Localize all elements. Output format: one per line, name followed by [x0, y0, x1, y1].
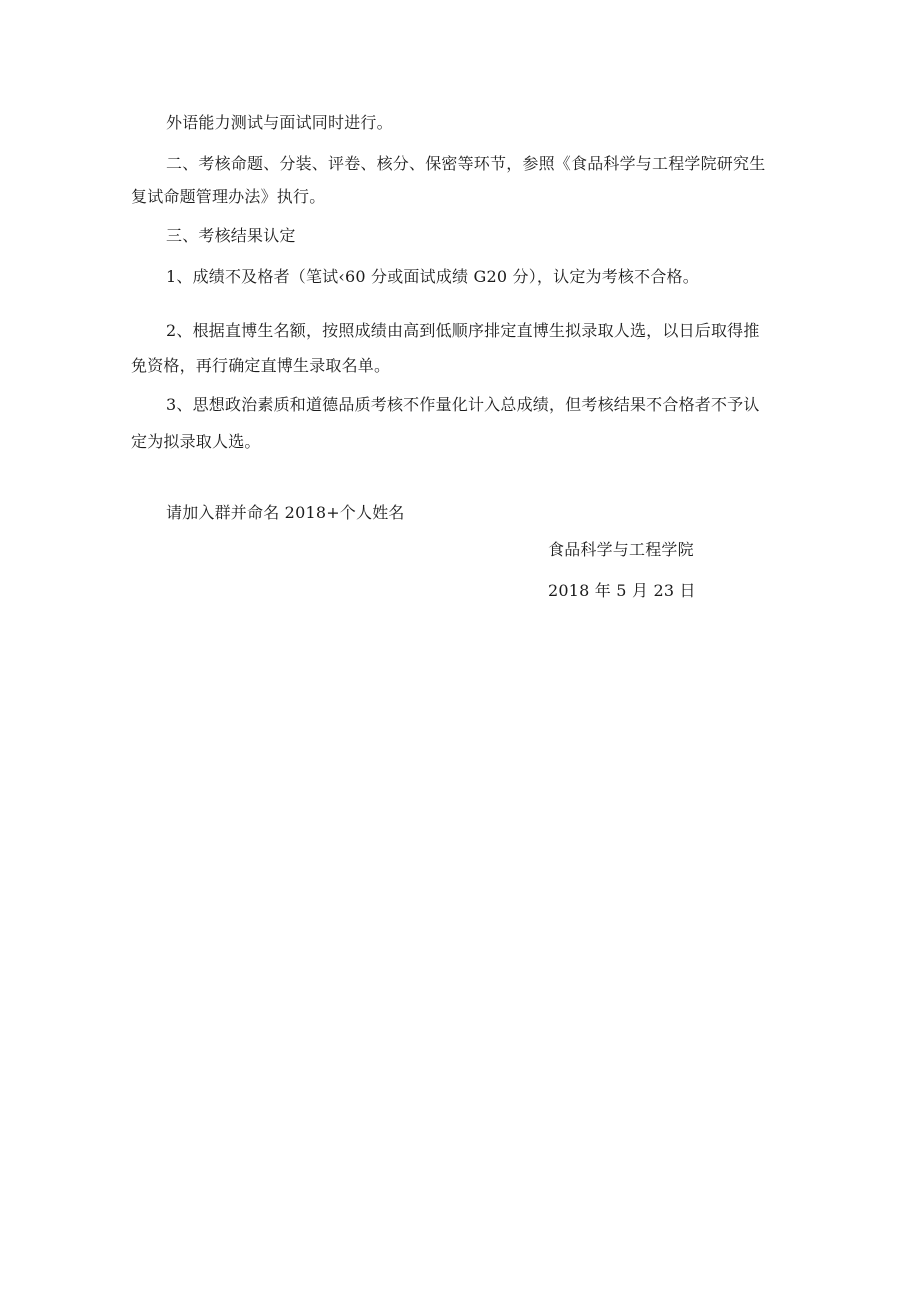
group-join-notice: 请加入群并命名 2018+个人姓名: [166, 503, 405, 522]
section-three-heading: 三、考核结果认定: [166, 226, 296, 245]
item-1-fail-criteria: 1、成绩不及格者（笔试‹60 分或面试成绩 G20 分），认定为考核不合格。: [166, 267, 699, 286]
item-2-line-2: 免资格，再行确定直博生录取名单。: [131, 356, 391, 375]
signature-institution: 食品科学与工程学院: [548, 540, 694, 559]
item-2-line-1: 2、根据直博生名额，按照成绩由高到低顺序排定直博生拟录取人选，以日后取得推: [166, 321, 760, 340]
signature-date: 2018 年 5 月 23 日: [548, 581, 696, 600]
item-3-line-2: 定为拟录取人选。: [131, 432, 261, 451]
section-two-line-2: 复试命题管理办法》执行。: [131, 187, 326, 206]
section-two-line-1: 二、考核命题、分装、评卷、核分、保密等环节，参照《食品科学与工程学院研究生: [166, 154, 766, 173]
item-3-line-1: 3、思想政治素质和道德品质考核不作量化计入总成绩，但考核结果不合格者不予认: [166, 395, 760, 414]
paragraph-foreign-language-test: 外语能力测试与面试同时进行。: [166, 113, 393, 132]
